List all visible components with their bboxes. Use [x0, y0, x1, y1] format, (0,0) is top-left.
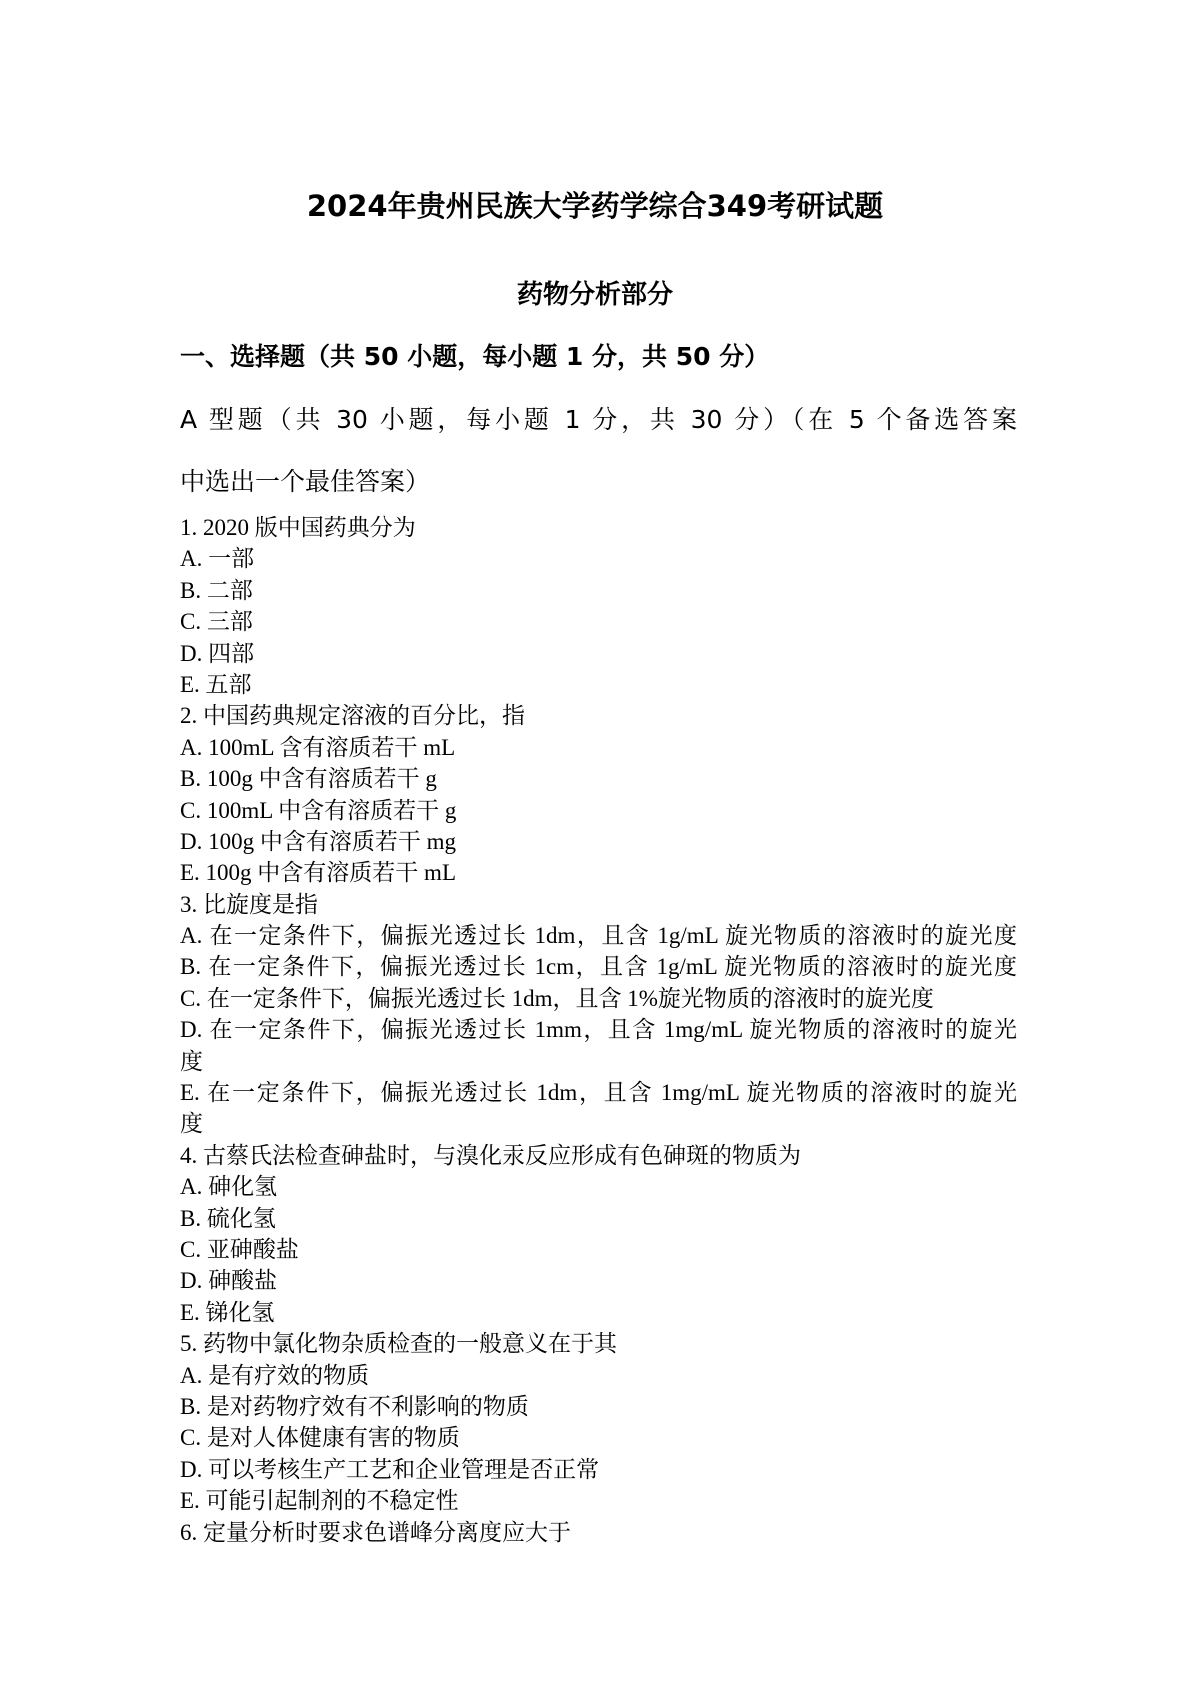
answer-option: C. 100mL 中含有溶质若干 g	[180, 797, 457, 823]
answer-option: E. 可能引起制剂的不稳定性	[180, 1488, 459, 1514]
subsection-heading-line2: 中选出一个最佳答案）	[180, 467, 431, 496]
question-stem: 3. 比旋度是指	[180, 891, 318, 917]
answer-option: E. 在一定条件下，偏振光透过长 1dm，且含 1mg/mL 旋光物质的溶液时的旋光	[180, 1080, 1017, 1106]
answer-option: B. 二部	[180, 577, 253, 603]
answer-option: C. 在一定条件下，偏振光透过长 1dm，且含 1%旋光物质的溶液时的旋光度	[180, 985, 934, 1011]
section-heading: 一、选择题（共 50 小题，每小题 1 分，共 50 分）	[180, 342, 770, 371]
question-stem: 5. 药物中氯化物杂质检查的一般意义在于其	[180, 1331, 617, 1357]
answer-option: E. 100g 中含有溶质若干 mL	[180, 860, 456, 886]
answer-option: C. 是对人体健康有害的物质	[180, 1425, 460, 1451]
answer-option: D. 100g 中含有溶质若干 mg	[180, 828, 456, 854]
answer-option: D. 可以考核生产工艺和企业管理是否正常	[180, 1456, 600, 1482]
answer-option: C. 亚砷酸盐	[180, 1236, 299, 1262]
answer-option: A. 100mL 含有溶质若干 mL	[180, 734, 456, 760]
document-title: 2024年贵州民族大学药学综合349考研试题	[306, 189, 884, 223]
answer-option: A. 是有疗效的物质	[180, 1362, 370, 1388]
line-continuation: 度	[180, 1048, 203, 1074]
line-continuation: 度	[180, 1111, 203, 1137]
answer-option: B. 硫化氢	[180, 1205, 276, 1231]
answer-option: B. 在一定条件下，偏振光透过长 1cm，且含 1g/mL 旋光物质的溶液时的旋光度	[180, 954, 1017, 980]
answer-option: D. 砷酸盐	[180, 1268, 278, 1294]
answer-option: E. 锑化氢	[180, 1299, 275, 1325]
question-stem: 2. 中国药典规定溶液的百分比，指	[180, 703, 525, 729]
answer-option: A. 砷化氢	[180, 1174, 278, 1200]
answer-option: C. 三部	[180, 609, 253, 635]
answer-option: B. 100g 中含有溶质若干 g	[180, 766, 437, 792]
answer-option: A. 在一定条件下，偏振光透过长 1dm，且含 1g/mL 旋光物质的溶液时的旋光度	[180, 923, 1017, 949]
answer-option: E. 五部	[180, 671, 252, 697]
question-stem: 4. 古蔡氏法检查砷盐时，与溴化汞反应形成有色砷斑的物质为	[180, 1142, 801, 1168]
answer-option: A. 一部	[180, 546, 255, 572]
answer-option: B. 是对药物疗效有不利影响的物质	[180, 1393, 529, 1419]
question-list	[180, 512, 1017, 1548]
subsection-heading-line1: A 型题（共 30 小题，每小题 1 分，共 30 分）（在 5 个备选答案	[180, 405, 1017, 434]
question-stem: 1. 2020 版中国药典分为	[180, 515, 416, 540]
answer-option: D. 四部	[180, 640, 255, 666]
section-subtitle: 药物分析部分	[516, 280, 673, 310]
question-stem: 6. 定量分析时要求色谱峰分离度应大于	[180, 1519, 571, 1545]
answer-option: D. 在一定条件下，偏振光透过长 1mm，且含 1mg/mL 旋光物质的溶液时的旋光	[180, 1017, 1017, 1043]
